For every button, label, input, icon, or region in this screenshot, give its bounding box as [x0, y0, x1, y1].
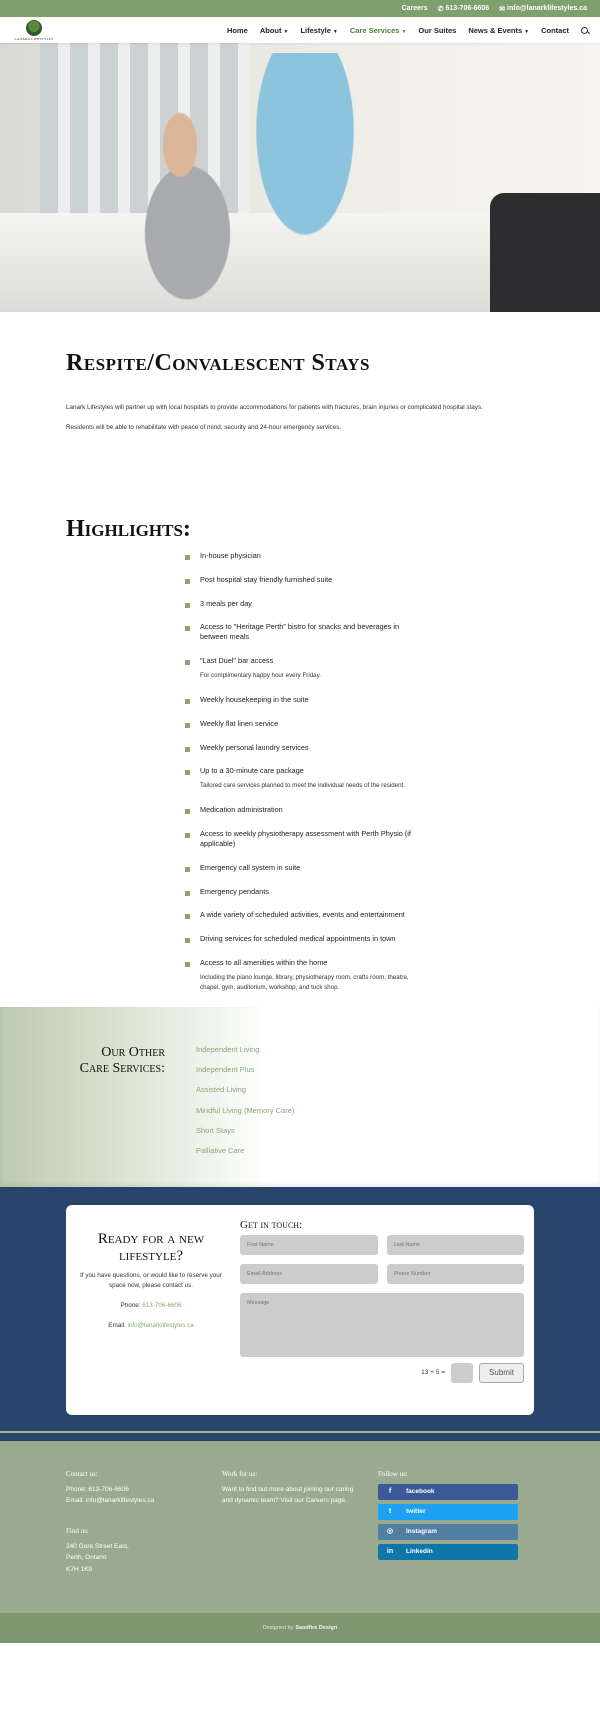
instagram-icon: ◎ [386, 1527, 394, 1535]
linkedin-icon: in [386, 1547, 394, 1555]
social-label: Linkedin [406, 1548, 433, 1556]
footer-contact [66, 1468, 222, 1613]
social-label: facebook [406, 1488, 435, 1496]
intro-paragraph-2: Residents will be able to rehabilitate with peace of mind, security and 24-hour emergency services. [66, 424, 342, 432]
highlight-text: Access to "Heritage Perth" bistro for snacks and beverages in between meals [200, 622, 400, 642]
highlight-text: Weekly housekeeping in the suite [200, 694, 309, 704]
ready-email-link[interactable]: info@lanarklifestyles.ca [127, 1322, 194, 1330]
highlight-text: Emergency call system in suite [200, 862, 301, 872]
social-label: twitter [406, 1508, 426, 1516]
ready-email [76, 1321, 226, 1331]
footer-work-head: Work for us: [222, 1469, 258, 1478]
nav-item-about[interactable] [260, 26, 289, 35]
highlights-title: Highlights: [66, 515, 191, 542]
tree-logo-icon [26, 20, 42, 36]
phone-link[interactable] [438, 5, 489, 13]
email-link[interactable] [499, 5, 587, 13]
ready-email-label: Email: [108, 1322, 126, 1330]
highlight-text: Up to a 30-minute care package [200, 766, 304, 776]
highlight-item [185, 551, 415, 561]
highlight-text: Emergency pendants [200, 886, 269, 896]
nav-item-label: Contact [541, 25, 569, 35]
first-name-field[interactable] [240, 1235, 378, 1255]
contact-section [0, 1187, 600, 1441]
social-label: Instagram [406, 1528, 438, 1536]
highlight-item [185, 829, 415, 849]
highlight-item [185, 934, 415, 944]
footer-find-head: Find us: [66, 1526, 89, 1535]
bottom-bar [0, 1613, 600, 1643]
ready-text: If you have questions, or would like to reserve your space now, please contact us. [80, 1272, 222, 1290]
hero-image [0, 43, 600, 312]
intro-section [0, 312, 600, 433]
hero-wheelchair [490, 193, 600, 312]
other-services-title [0, 1045, 165, 1187]
main-nav [0, 17, 600, 43]
chevron-down-icon: ▼ [401, 28, 407, 35]
facebook-icon: f [388, 1487, 392, 1495]
highlight-item [185, 766, 415, 791]
nav-item-news-events[interactable] [468, 26, 529, 35]
contact-form [226, 1219, 524, 1401]
logo-text: LANARK LIFESTYLES [14, 36, 54, 41]
other-service-link[interactable]: Short Stays [196, 1125, 235, 1135]
phone-icon: ✆ [437, 5, 444, 13]
highlight-item [185, 695, 415, 705]
nav-item-our-suites[interactable] [418, 26, 456, 35]
highlight-subtext: For complimentary happy hour every Friday. [200, 671, 321, 679]
social-list [378, 1484, 534, 1560]
nav-item-contact[interactable] [541, 26, 569, 35]
twitter-icon: t [388, 1507, 392, 1515]
chevron-down-icon: ▼ [524, 28, 530, 35]
highlight-item [185, 958, 415, 993]
highlights-list [185, 551, 415, 993]
phone-number: 613-706-6606 [445, 5, 490, 12]
hero-nurse [220, 53, 390, 312]
captcha-question: 13 + 5 = [421, 1369, 445, 1377]
other-services-title-line2: Care Services: [79, 1060, 165, 1076]
footer-follow-head: Follow us: [378, 1469, 408, 1478]
highlight-text: In-house physician [200, 550, 261, 560]
highlight-text: Medication administration [200, 805, 283, 815]
footer-email[interactable]: Email: info@lanarklifestyles.ca [66, 1497, 155, 1505]
highlight-item [185, 622, 415, 642]
footer-phone[interactable]: Phone: 613-706-6606 [66, 1486, 129, 1493]
other-services-title-line1: Our Other [101, 1044, 165, 1060]
other-service-link[interactable]: Independent Plus [196, 1065, 255, 1075]
footer-address-3: K7H 1K9 [66, 1565, 93, 1573]
highlight-text: Driving services for scheduled medical appointments in town [200, 934, 396, 944]
ready-phone-label: Phone: [120, 1302, 141, 1310]
highlight-item [185, 575, 415, 585]
contact-card [66, 1205, 534, 1415]
ready-title [76, 1231, 226, 1266]
logo[interactable] [12, 20, 56, 41]
highlight-text: Access to all amenities within the home [200, 958, 328, 968]
highlight-item [185, 805, 415, 815]
other-service-link[interactable]: Palliative Care [196, 1146, 245, 1156]
highlight-subtext: Tailored care services planned to meet the individual needs of the resident. [200, 782, 405, 790]
highlight-item [185, 599, 415, 609]
other-service-link[interactable]: Mindful Living (Memory Care) [196, 1105, 295, 1115]
other-services-section [0, 1007, 600, 1187]
highlight-text: Post hospital stay friendly furnished suite [200, 574, 333, 584]
ready-title-line1: Ready for a new [97, 1230, 205, 1247]
highlight-subtext: Including the piano lounge, library, physiotherapy room, crafts room, theatre, chapel, gym, auditorium, workshop, and tuck shop. [200, 973, 409, 991]
footer-address-2: Perth, Ontario [66, 1554, 107, 1562]
highlight-text: Weekly flat linen service [200, 718, 279, 728]
ready-panel [76, 1219, 226, 1401]
top-bar [0, 0, 600, 17]
highlight-item [185, 887, 415, 897]
highlight-text: Access to weekly physiotherapy assessment with Perth Physio (if applicable) [200, 829, 411, 848]
nav-item-care-services[interactable] [350, 26, 407, 35]
social-instagram-button[interactable] [378, 1524, 518, 1540]
footer-follow [378, 1468, 534, 1613]
submit-button[interactable]: Submit [479, 1363, 524, 1383]
highlight-item [185, 656, 415, 681]
chevron-down-icon: ▼ [332, 28, 338, 35]
phone-field[interactable] [387, 1264, 525, 1284]
social-linkedin-button[interactable] [378, 1544, 518, 1560]
highlight-item [185, 863, 415, 873]
email-address: info@lanarklifestyles.ca [507, 5, 587, 12]
social-facebook-button[interactable] [378, 1484, 518, 1500]
highlight-text: 3 meals per day [200, 598, 252, 608]
other-services-list [196, 1045, 294, 1187]
message-field[interactable] [240, 1293, 524, 1357]
captcha-input[interactable] [451, 1363, 473, 1383]
highlight-item [185, 743, 415, 753]
chevron-down-icon: ▼ [283, 28, 289, 35]
email-field[interactable] [240, 1264, 378, 1284]
social-twitter-button[interactable] [378, 1504, 518, 1520]
footer-work-text[interactable]: Want to find out more about joining our caring and dynamic team? Visit our Careers page. [222, 1486, 354, 1505]
page-title: Respite/Convalescent Stays [66, 350, 370, 376]
highlights-section [0, 444, 600, 993]
ready-phone-link[interactable]: 613-706-6606 [142, 1302, 182, 1310]
nav-item-label: News & Events [468, 25, 523, 35]
footer-address-1: 240 Gore Street East, [66, 1543, 129, 1550]
highlight-text: Weekly personal laundry services [200, 742, 309, 752]
form-title: Get in touch: [240, 1218, 303, 1231]
other-service-link[interactable]: Assisted Living [196, 1085, 247, 1095]
ready-phone [76, 1301, 226, 1311]
other-service-link[interactable]: Independent Living [196, 1044, 260, 1054]
footer-contact-head: Contact us: [66, 1469, 98, 1478]
nav-item-home[interactable] [227, 26, 248, 35]
nav-item-label: About [259, 25, 282, 35]
careers-link[interactable]: Careers [401, 5, 428, 12]
nav-item-label: Lifestyle [300, 25, 331, 35]
ready-title-line2: lifestyle? [118, 1248, 184, 1264]
designer-link[interactable]: Sandfire Design [295, 1624, 338, 1631]
highlight-text: A wide variety of scheduled activities, events and entertainment [200, 910, 405, 920]
highlight-item [185, 910, 415, 920]
search-icon[interactable] [581, 27, 588, 34]
footer [0, 1441, 600, 1613]
last-name-field[interactable] [387, 1235, 525, 1255]
nav-item-label: Our Suites [418, 25, 457, 35]
nav-item-label: Home [226, 25, 248, 35]
designed-by: Designed by [262, 1624, 294, 1631]
nav-item-label: Care Services [349, 25, 400, 35]
envelope-icon: ✉ [499, 5, 506, 13]
highlight-item [185, 719, 415, 729]
highlight-text: "Last Duel" bar access [200, 656, 274, 666]
nav-item-lifestyle[interactable] [300, 26, 337, 35]
nav-menu [227, 26, 588, 35]
intro-paragraph-1: Lanark Lifestyles will partner up with local hospitals to provide accommodations for patients with fractures, brain injuries or complicated hospital stays. [66, 404, 483, 411]
footer-work [222, 1468, 378, 1613]
